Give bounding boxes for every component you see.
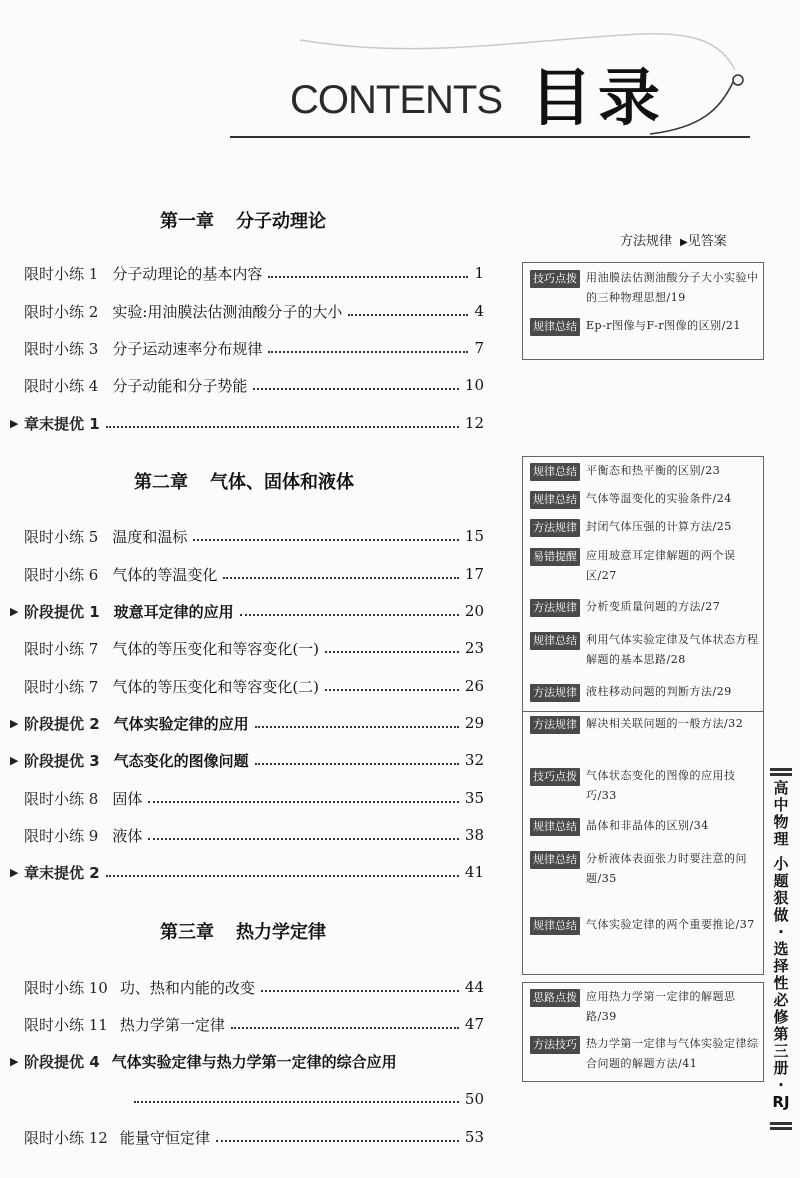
method-item[interactable] [530,491,760,509]
entry-title: 气体的等压变化和等容变化(一) [112,639,320,658]
entry-label: 限时小练 2 [24,302,99,321]
leader-dots [231,1026,459,1029]
side-title-part-1: 高 中 物 理 [773,779,789,848]
entry-label: 限时小练 3 [24,339,99,358]
method-text: 液柱移动问题的判断方法/29 [586,685,732,698]
method-tag: 方法规律 [530,599,580,617]
entry-title: 玻意耳定律的应用 [113,602,234,621]
triangle-marker-icon: ▶ [10,753,19,767]
toc-entry-continuation[interactable] [10,1086,484,1112]
triangle-marker-icon: ▶ [10,604,19,618]
method-text: 应用热力学第一定律的解题思路/39 [586,990,736,1023]
side-title-part-2: 小 题 狠 做 [773,855,789,924]
entry-title: 功、热和内能的改变 [119,978,255,997]
method-tag: 规律总结 [530,917,580,935]
method-tag: 规律总结 [530,491,580,509]
side-title-dot: · [778,923,784,941]
toc-entry[interactable] [10,1048,484,1074]
leader-dots [216,1139,459,1142]
chapter-3-title: 第三章 热力学定律 [160,922,326,943]
leader-dots [325,650,459,653]
entry-label: 章末提优 2 [24,863,100,882]
method-text: 平衡态和热平衡的区别/23 [586,464,721,477]
method-tag: 规律总结 [530,463,580,481]
entry-label: 限时小练 7 [24,639,99,658]
triangle-marker-icon: ▶ [10,1054,19,1068]
method-text: 用油膜法估测油酸分子大小实验中的三种物理思想/19 [586,271,759,304]
entry-label: 限时小练 12 [24,1128,108,1147]
method-text: 分析液体表面张力时要注意的问题/35 [586,852,747,885]
entry-label: 阶段提优 4 [24,1052,100,1071]
toc-entry[interactable] [10,673,484,699]
entry-label: 限时小练 7 [24,677,99,696]
entry-title: 分子运动速率分布规律 [112,339,263,358]
entry-label: 限时小练 10 [24,978,108,997]
toc-entry[interactable] [10,710,484,736]
side-bar-top-2 [770,773,792,776]
leader-dots [325,688,459,691]
entry-label: 阶段提优 1 [24,602,100,621]
entry-page: 1 [474,264,484,282]
leader-dots [255,762,459,765]
entry-page: 53 [464,1128,484,1146]
entry-label: 阶段提优 3 [24,751,100,770]
method-item[interactable] [530,768,760,806]
toc-entry[interactable] [10,747,484,773]
method-item[interactable] [530,989,760,1027]
entry-page: 17 [464,565,484,583]
entry-title: 温度和温标 [112,527,188,546]
method-item[interactable] [530,270,760,308]
method-text: 热力学第一定律与气体实验定律综合问题的解题方法/41 [586,1037,759,1070]
side-bar-top [770,768,792,771]
entry-title: 气体的等压变化和等容变化(二) [112,677,320,696]
entry-title: 分子动能和分子势能 [112,376,248,395]
toc-entry[interactable] [10,410,484,436]
method-tag: 规律总结 [530,632,580,650]
mulu-heading: 目录 [530,61,667,134]
method-item[interactable] [530,463,760,481]
toc-entry[interactable] [10,561,484,587]
leader-dots [134,1101,459,1103]
side-title-dot-2: · [778,1076,784,1094]
leader-dots [106,425,459,428]
leader-dots [240,613,459,616]
side-bar-bottom-2 [770,1127,792,1130]
entry-title: 气体的等温变化 [112,565,218,584]
method-tag: 易错提醒 [530,548,580,566]
method-tag: 方法技巧 [530,1036,580,1054]
triangle-marker-icon: ▶ [680,237,688,248]
entry-page: 50 [464,1090,484,1108]
leader-dots [223,576,459,579]
toc-entry[interactable] [10,785,484,811]
side-title-part-3: 选 择 性 必 修 第 三 册 [773,940,789,1077]
entry-label: 限时小练 8 [24,789,99,808]
method-item[interactable] [530,519,760,537]
page-header [0,0,800,150]
toc-entry[interactable] [10,1124,484,1150]
leader-dots [261,989,459,992]
entry-page: 35 [464,789,484,807]
method-item[interactable] [530,632,760,670]
side-bar-bottom [770,1122,792,1125]
toc-entry[interactable] [10,635,484,661]
entry-page: 26 [464,677,484,695]
method-text: 气体实验定律的两个重要推论/37 [586,918,755,931]
method-tag: 方法规律 [530,716,580,734]
leader-dots [268,350,468,353]
toc-entry[interactable] [10,335,484,361]
method-item[interactable] [530,1036,760,1074]
entry-page: 32 [464,751,484,769]
entry-title: 气态变化的图像问题 [113,751,249,770]
triangle-marker-icon: ▶ [10,416,19,430]
contents-heading: CONTENTS [290,78,502,122]
entry-title: 液体 [112,826,143,845]
method-item[interactable] [530,318,760,336]
leader-dots [253,387,459,390]
entry-page: 20 [464,602,484,620]
method-text: 晶体和非晶体的区别/34 [586,819,709,832]
entry-title: 气体实验定律的应用 [113,714,249,733]
method-text: 气体等温变化的实验条件/24 [586,492,732,505]
leader-dots [148,837,459,840]
method-text: Ep-r图像与F-r图像的区别/21 [586,319,741,332]
entry-title: 分子动理论的基本内容 [112,264,263,283]
toc-entry[interactable] [10,1011,484,1037]
chapter-2-title: 第二章 气体、固体和液体 [134,472,354,493]
method-tag: 规律总结 [530,318,580,336]
leader-dots [255,725,459,728]
toc-entry[interactable] [10,523,484,549]
method-text: 应用玻意耳定律解题的两个误区/27 [586,549,736,582]
entry-page: 47 [464,1015,484,1033]
side-title-part-4: RJ [772,1093,790,1111]
method-item[interactable] [530,716,760,734]
method-text: 分析变质量问题的方法/27 [586,600,721,613]
entry-page: 4 [474,302,484,320]
leader-dots [193,538,459,541]
chapter-1-title: 第一章 分子动理论 [160,211,326,232]
method-rules-heading: 方法规律 ▶见答案 [620,234,727,249]
method-tag: 技巧点拨 [530,270,580,288]
method-item[interactable] [530,684,760,702]
method-text: 解决相关联问题的一般方法/32 [586,717,744,730]
method-item[interactable] [530,599,760,617]
method-box-chapter-2b [522,712,764,975]
method-tag: 技巧点拨 [530,768,580,786]
entry-title: 能量守恒定律 [119,1128,210,1147]
toc-entry[interactable] [10,974,484,1000]
method-text: 利用气体实验定律及气体状态方程解题的基本思路/28 [586,633,759,666]
toc-entry[interactable] [10,822,484,848]
method-tag: 规律总结 [530,851,580,869]
toc-entry[interactable] [10,598,484,624]
entry-label: 限时小练 6 [24,565,99,584]
leader-dots [348,313,468,316]
entry-label: 限时小练 4 [24,376,99,395]
leader-dots [148,800,459,803]
triangle-marker-icon: ▶ [10,716,19,730]
entry-label: 限时小练 1 [24,264,99,283]
method-item[interactable] [530,917,760,935]
entry-label: 限时小练 11 [24,1015,108,1034]
header-swoosh-decoration [0,0,800,150]
entry-page: 38 [464,826,484,844]
entry-page: 15 [464,527,484,545]
header-rule [230,136,750,138]
method-item[interactable] [530,548,760,586]
method-tag: 方法规律 [530,519,580,537]
entry-page: 41 [464,863,484,881]
method-tag: 方法规律 [530,684,580,702]
toc-entry[interactable] [10,298,484,324]
leader-dots [106,874,459,877]
entry-page: 12 [464,414,484,432]
toc-entry[interactable] [10,260,484,286]
triangle-marker-icon: ▶ [10,865,19,879]
entry-title: 热力学第一定律 [119,1015,225,1034]
entry-label: 限时小练 5 [24,527,99,546]
entry-title: 气体实验定律与热力学第一定律的综合应用 [111,1052,397,1071]
method-tag: 思路点拨 [530,989,580,1007]
toc-entry[interactable] [10,859,484,885]
book-side-title [770,780,792,1111]
entry-page: 44 [464,978,484,996]
leader-dots [268,275,468,278]
entry-page: 10 [464,376,484,394]
entry-page: 23 [464,639,484,657]
entry-label: 章末提优 1 [24,414,100,433]
entry-title: 实验:用油膜法估测油酸分子的大小 [112,302,343,321]
entry-page: 7 [474,339,484,357]
entry-page: 29 [464,714,484,732]
method-item[interactable] [530,851,760,889]
toc-entry[interactable] [10,372,484,398]
method-item[interactable] [530,818,760,836]
method-tag: 规律总结 [530,818,580,836]
entry-title: 固体 [112,789,143,808]
entry-label: 限时小练 9 [24,826,99,845]
entry-label: 阶段提优 2 [24,714,100,733]
method-text: 封闭气体压强的计算方法/25 [586,520,732,533]
method-text: 气体状态变化的图像的应用技巧/33 [586,769,736,802]
